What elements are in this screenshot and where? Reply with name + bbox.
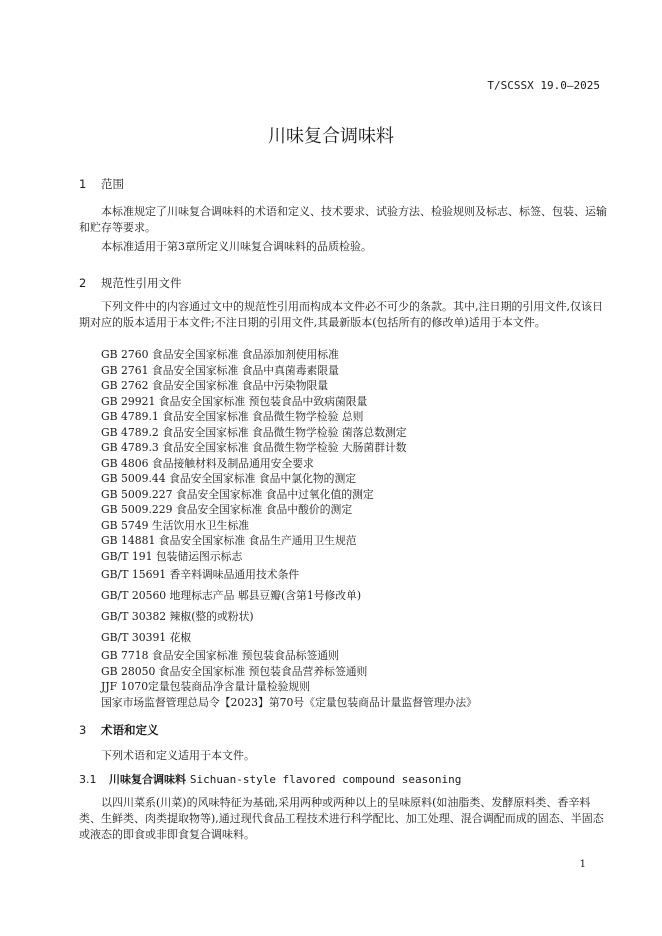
reference-item: GB 2760 食品安全国家标准 食品添加剂使用标准 — [101, 348, 339, 361]
reference-item: GB 4789.2 食品安全国家标准 食品微生物学检验 菌落总数测定 — [101, 425, 407, 439]
term-number: 3.1 — [79, 773, 97, 786]
section-title: 术语和定义 — [101, 723, 159, 737]
references-intro: 下列文件中的内容通过文中的规范性引用而构成本文件必不可少的条款。其中,注日期的引用文件,仅该日期对应的版本适用于本文件;不注日期的引用文件,其最新版本(包括所有的修改单)适用于本文件。 — [79, 300, 603, 329]
scope-paragraph-2: 本标准适用于第3章所定义川味复合调味料的品质检验。 — [101, 240, 372, 253]
reference-item: GB 5009.44 食品安全国家标准 食品中氯化物的测定 — [101, 472, 357, 485]
reference-list — [101, 347, 477, 710]
document-title: 川味复合调味料 — [268, 126, 394, 147]
reference-item: GB 5009.229 食品安全国家标准 食品中酸价的测定 — [101, 503, 353, 516]
term-name-zh: 川味复合调味料 — [109, 773, 186, 786]
term-definition: 以四川菜系(川菜)的风味特征为基础,采用两种或两种以上的呈味原料(如油脂类、发酵原料类、香辛料类、生鲜类、肉类提取物等),通过现代食品工程技术进行科学配比、加工处理、混合调配而成的固态、半固态或液态的即食或非即食复合调味料。 — [79, 796, 604, 841]
reference-item: GB 14881 食品安全国家标准 食品生产通用卫生规范 — [101, 534, 357, 547]
reference-item: GB 5009.227 食品安全国家标准 食品中过氧化值的测定 — [101, 487, 374, 501]
term-name-en: Sichuan-style flavored compound seasoning — [189, 773, 462, 786]
section-heading-scope — [79, 176, 124, 192]
section-number: 1 — [79, 177, 87, 191]
term-heading — [79, 771, 461, 787]
reference-item: GB 29921 食品安全国家标准 预包装食品中致病菌限量 — [101, 394, 368, 408]
reference-item: GB 4789.3 食品安全国家标准 食品微生物学检验 大肠菌群计数 — [101, 441, 407, 454]
reference-item: 国家市场监督管理总局令【2023】第70号《定量包装商品计量监督管理办法》 — [101, 695, 477, 709]
section-number: 2 — [79, 276, 87, 290]
reference-item: GB 5749 生活饮用水卫生标准 — [101, 518, 250, 532]
section-heading-terms — [79, 722, 159, 738]
reference-item: GB/T 30391 花椒 — [101, 631, 192, 644]
section-title: 范围 — [101, 177, 124, 191]
reference-item: GB/T 30382 辣椒(整的或粉状) — [101, 610, 254, 623]
reference-item: GB 7718 食品安全国家标准 预包装食品标签通则 — [101, 649, 339, 662]
section-heading-normative-references — [79, 275, 182, 291]
reference-item: GB 2761 食品安全国家标准 食品中真菌毒素限量 — [101, 363, 339, 377]
reference-item: GB/T 15691 香辛料调味品通用技术条件 — [101, 568, 300, 581]
reference-item: GB/T 191 包装储运图示标志 — [101, 549, 243, 563]
section-title: 规范性引用文件 — [101, 276, 182, 290]
standard-code: T/SCSSX 19.0—2025 — [487, 79, 600, 92]
page-number: 1 — [579, 859, 586, 870]
reference-item: GB 4806 食品接触材料及制品通用安全要求 — [101, 456, 314, 470]
reference-item: GB 2762 食品安全国家标准 食品中污染物限量 — [101, 379, 329, 392]
reference-item: GB/T 20560 地理标志产品 郫县豆瓣(含第1号修改单) — [101, 589, 362, 602]
terms-intro: 下列术语和定义适用于本文件。 — [101, 749, 255, 762]
reference-item: JJF 1070定量包装商品净含量计量检验规则 — [101, 680, 311, 693]
reference-item: GB 28050 食品安全国家标准 预包装食品营养标签通则 — [101, 664, 368, 678]
reference-item: GB 4789.1 食品安全国家标准 食品微生物学检验 总则 — [101, 410, 364, 423]
scope-paragraph-1: 本标准规定了川味复合调味料的术语和定义、技术要求、试验方法、检验规则及标志、标签、包装、运输和贮存等要求。 — [79, 205, 607, 234]
section-number: 3 — [79, 723, 87, 737]
